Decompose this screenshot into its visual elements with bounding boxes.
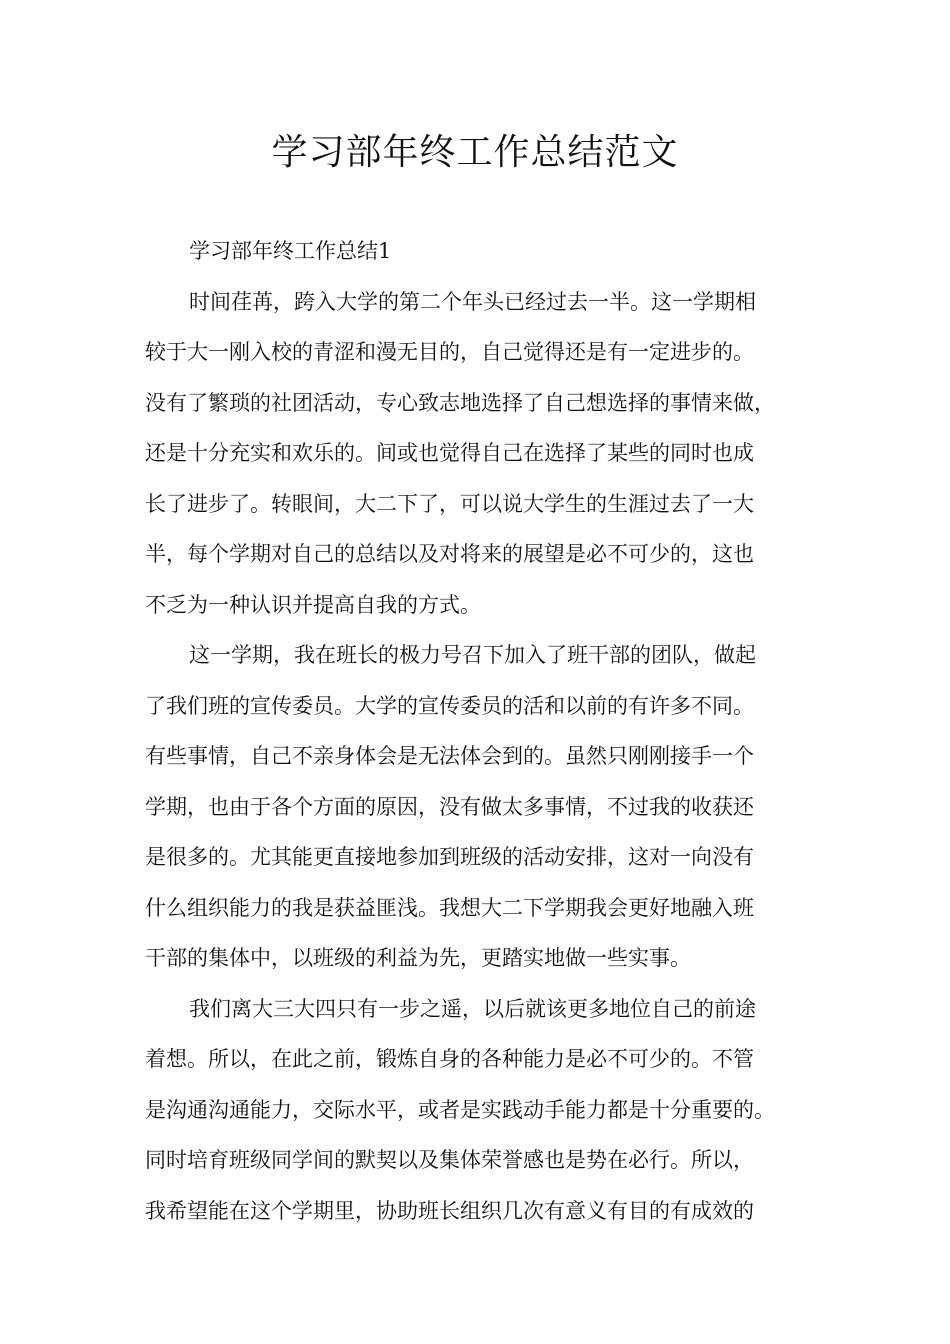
paragraph-line: 时间荏苒，跨入大学的第二个年头已经过去一半。这一学期相 xyxy=(189,289,756,314)
section-heading-line: 学习部年终工作总结1 xyxy=(189,239,392,263)
paragraph-line: 了我们班的宣传委员。大学的宣传委员的活和以前的有许多不同。 xyxy=(145,693,754,718)
paragraph-line: 着想。所以，在此之前，锻炼自身的各种能力是必不可少的。不管 xyxy=(145,1047,754,1071)
paragraph-line: 有些事情，自己不亲身体会是无法体会到的。虽然只刚刚接手一个 xyxy=(145,744,754,768)
paragraph-line: 我希望能在这个学期里，协助班长组织几次有意义有目的有成效的 xyxy=(145,1198,754,1223)
paragraph-line: 长了进步了。转眼间，大二下了，可以说大学生的生涯过去了一大 xyxy=(145,491,754,516)
document-body xyxy=(145,226,825,1236)
paragraph-line: 还是十分充实和欢乐的。间或也觉得自己在选择了某些的同时也成 xyxy=(145,441,754,465)
paragraph-line: 不乏为一种认识并提高自我的方式。 xyxy=(145,592,481,617)
paragraph-line: 干部的集体中，以班级的利益为先，更踏实地做一些实事。 xyxy=(145,946,691,970)
paragraph-line: 这一学期，我在班长的极力号召下加入了班干部的团队，做起 xyxy=(189,643,756,667)
paragraph-line: 什么组织能力的我是获益匪浅。我想大二下学期我会更好地融入班 xyxy=(145,895,754,920)
section-heading xyxy=(145,226,825,277)
paragraph-line: 是沟通沟通能力，交际水平，或者是实践动手能力都是十分重要的。 xyxy=(145,1097,775,1122)
paragraph-line: 较于大一刚入校的青涩和漫无目的，自己觉得还是有一定进步的。 xyxy=(145,340,754,364)
paragraph-line: 学期，也由于各个方面的原因，没有做太多事情，不过我的收获还 xyxy=(145,794,754,819)
paragraph-line: 是很多的。尤其能更直接地参加到班级的活动安排，这对一向没有 xyxy=(145,845,754,869)
paragraph-line: 我们离大三大四只有一步之遥，以后就该更多地位自己的前途 xyxy=(189,996,756,1021)
paragraph-2 xyxy=(145,630,825,984)
paragraph-line: 同时培育班级同学间的默契以及集体荣誉感也是势在必行。所以， xyxy=(145,1148,754,1172)
paragraph-line: 没有了繁琐的社团活动，专心致志地选择了自己想选择的事情来做， xyxy=(145,390,775,415)
paragraph-3 xyxy=(145,984,825,1237)
paragraph-1 xyxy=(145,277,825,631)
document-title: 学习部年终工作总结范文 xyxy=(271,132,679,173)
paragraph-line: 半，每个学期对自己的总结以及对将来的展望是必不可少的，这也 xyxy=(145,542,754,566)
